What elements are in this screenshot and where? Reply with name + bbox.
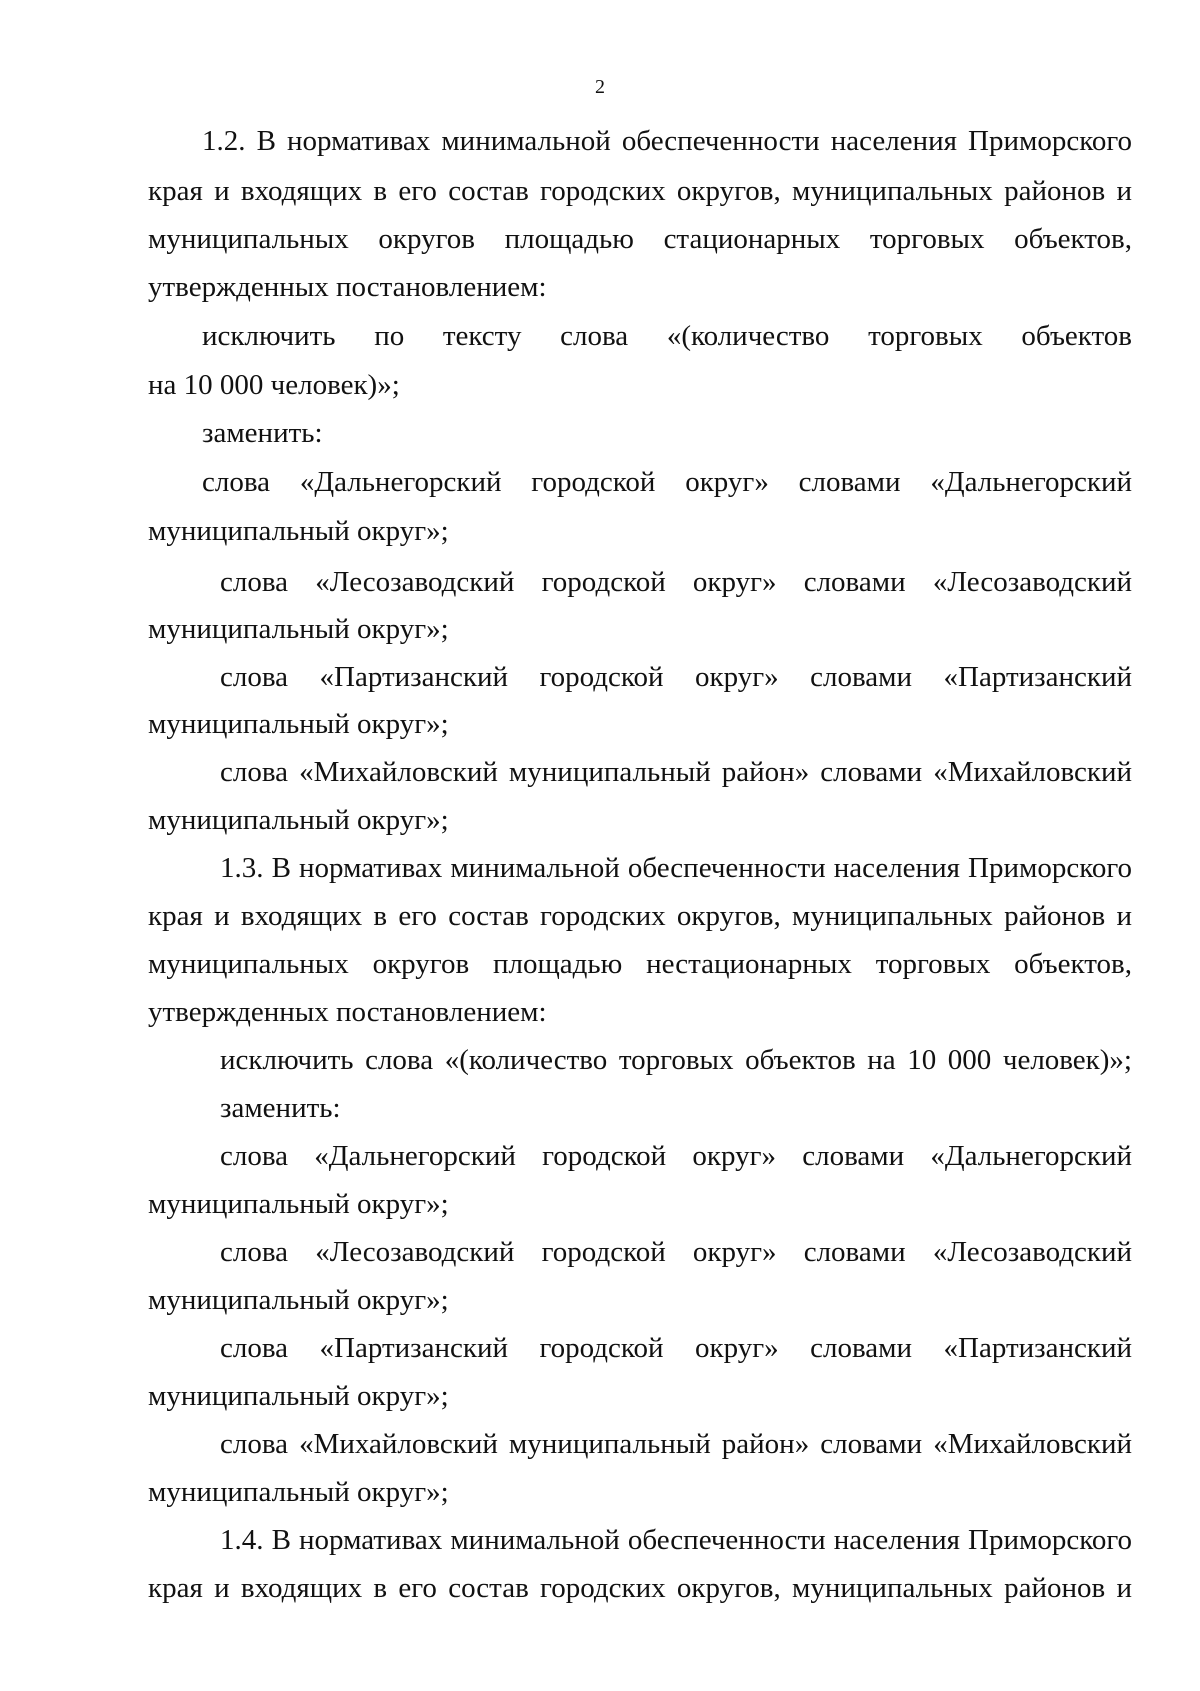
page-number: 2 (595, 76, 605, 98)
text-line: 1.2. В нормативах минимальной обеспеченности населения Приморского (202, 125, 1132, 157)
text-line: муниципальный округ»; (148, 1380, 449, 1412)
text-line: заменить: (202, 417, 323, 449)
text-line: муниципальный округ»; (148, 804, 449, 836)
text-line: слова «Партизанский городской округ» словами «Партизанский (220, 661, 1132, 693)
text-line: муниципальный округ»; (148, 1284, 449, 1316)
text-line: слова «Михайловский муниципальный район» словами «Михайловский (220, 756, 1132, 788)
text-line: слова «Дальнегорский городской округ» словами «Дальнегорский (220, 1140, 1132, 1172)
text-line: на 10 000 человек)»; (148, 369, 400, 401)
text-line: муниципальный округ»; (148, 1476, 449, 1508)
text-line: слова «Лесозаводский городской округ» словами «Лесозаводский (220, 1236, 1132, 1268)
text-line: утвержденных постановлением: (148, 996, 547, 1028)
text-line: муниципальный округ»; (148, 613, 449, 645)
text-line: муниципальный округ»; (148, 708, 449, 740)
text-line: слова «Дальнегорский городской округ» словами «Дальнегорский (202, 466, 1132, 498)
text-line: слова «Партизанский городской округ» словами «Партизанский (220, 1332, 1132, 1364)
text-line: 1.3. В нормативах минимальной обеспеченности населения Приморского (220, 852, 1132, 884)
text-line: слова «Лесозаводский городской округ» словами «Лесозаводский (220, 566, 1132, 598)
text-line: края и входящих в его состав городских округов, муниципальных районов и (148, 175, 1132, 207)
text-line: края и входящих в его состав городских округов, муниципальных районов и (148, 1572, 1132, 1604)
text-line: муниципальный округ»; (148, 1188, 449, 1220)
text-line: края и входящих в его состав городских округов, муниципальных районов и (148, 900, 1132, 932)
text-line: утвержденных постановлением: (148, 271, 547, 303)
text-line: исключить по тексту слова «(количество торговых объектов (202, 320, 1132, 352)
text-line: исключить слова «(количество торговых объектов на 10 000 человек)»; (220, 1044, 1132, 1076)
text-line: муниципальный округ»; (148, 515, 449, 547)
text-line: муниципальных округов площадью стационарных торговых объектов, (148, 223, 1132, 255)
text-line: слова «Михайловский муниципальный район» словами «Михайловский (220, 1428, 1132, 1460)
text-line: заменить: (220, 1092, 341, 1124)
text-line: муниципальных округов площадью нестационарных торговых объектов, (148, 948, 1132, 980)
text-line: 1.4. В нормативах минимальной обеспеченности населения Приморского (220, 1524, 1132, 1556)
